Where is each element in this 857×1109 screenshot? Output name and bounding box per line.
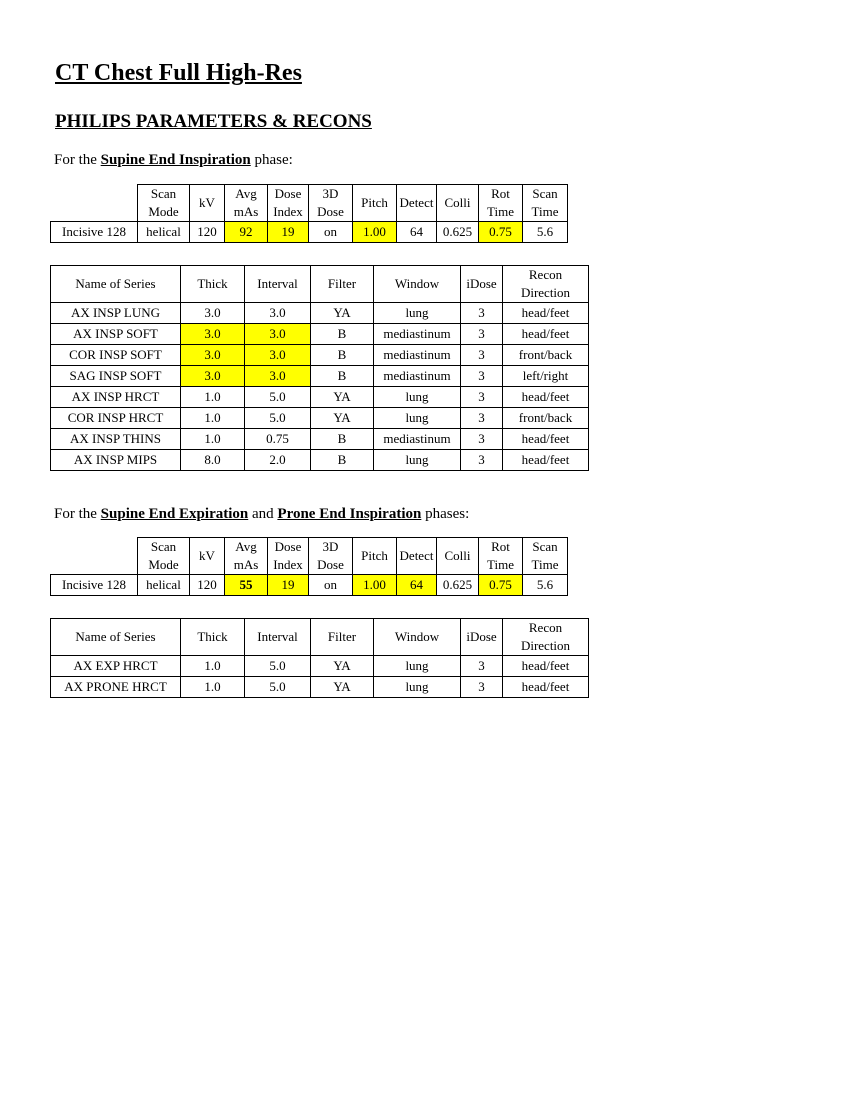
header-cell: Recon Direction bbox=[503, 266, 589, 303]
table-cell: 3 bbox=[461, 450, 503, 471]
table-cell: 3 bbox=[461, 324, 503, 345]
header-cell: Dose Index bbox=[268, 538, 309, 575]
header-cell: Pitch bbox=[353, 185, 397, 222]
highlighted-cell: 3.0 bbox=[245, 324, 311, 345]
table-cell: B bbox=[311, 345, 374, 366]
table-cell: B bbox=[311, 429, 374, 450]
table-cell: head/feet bbox=[503, 324, 589, 345]
header-cell: 3D Dose bbox=[309, 538, 353, 575]
table-cell: 2.0 bbox=[245, 450, 311, 471]
table-cell: 5.0 bbox=[245, 656, 311, 677]
table-cell: 64 bbox=[397, 222, 437, 243]
header-cell: Dose Index bbox=[268, 185, 309, 222]
highlighted-cell: 19 bbox=[268, 222, 309, 243]
header-cell: Rot Time bbox=[479, 185, 523, 222]
table-cell: YA bbox=[311, 387, 374, 408]
table-cell: mediastinum bbox=[374, 324, 461, 345]
phase-line-inspiration bbox=[54, 150, 293, 170]
table-cell: 0.625 bbox=[437, 222, 479, 243]
header-cell: iDose bbox=[461, 266, 503, 303]
table-cell: lung bbox=[374, 387, 461, 408]
header-cell: Name of Series bbox=[51, 266, 181, 303]
header-cell: Avg mAs bbox=[225, 185, 268, 222]
table-row bbox=[51, 303, 589, 324]
table-row bbox=[51, 345, 589, 366]
table-cell: B bbox=[311, 366, 374, 387]
header-cell: Scan Mode bbox=[138, 185, 190, 222]
table-cell: 8.0 bbox=[181, 450, 245, 471]
header-cell: Name of Series bbox=[51, 619, 181, 656]
highlighted-cell: 3.0 bbox=[181, 366, 245, 387]
table-cell: 1.0 bbox=[181, 408, 245, 429]
series-name-cell: SAG INSP SOFT bbox=[51, 366, 181, 387]
table-cell: 1.0 bbox=[181, 387, 245, 408]
series-name-cell: AX INSP LUNG bbox=[51, 303, 181, 324]
phase-prefix: For the bbox=[54, 152, 101, 168]
header-cell: Recon Direction bbox=[503, 619, 589, 656]
phase-prefix: For the bbox=[54, 506, 101, 522]
scan-header-row bbox=[51, 185, 568, 222]
table-cell: helical bbox=[138, 222, 190, 243]
table-cell: 3 bbox=[461, 303, 503, 324]
header-cell: Avg mAs bbox=[225, 538, 268, 575]
scanner-name-cell: Incisive 128 bbox=[51, 575, 138, 596]
series-name-cell: AX INSP THINS bbox=[51, 429, 181, 450]
table-cell: YA bbox=[311, 656, 374, 677]
table-row bbox=[51, 366, 589, 387]
phase-name: Supine End Inspiration bbox=[100, 152, 251, 168]
highlighted-cell: 0.75 bbox=[479, 222, 523, 243]
recon-series-table-inspiration bbox=[50, 265, 589, 471]
highlighted-cell: 55 bbox=[225, 575, 268, 596]
highlighted-cell: 3.0 bbox=[181, 324, 245, 345]
scan-data-row bbox=[51, 222, 568, 243]
header-cell: Detect bbox=[397, 185, 437, 222]
scan-data-row bbox=[51, 575, 568, 596]
header-cell: Thick bbox=[181, 266, 245, 303]
header-cell: Window bbox=[374, 266, 461, 303]
table-cell: 1.0 bbox=[181, 677, 245, 698]
table-cell: B bbox=[311, 324, 374, 345]
highlighted-cell: 19 bbox=[268, 575, 309, 596]
header-cell: Scan Time bbox=[523, 185, 568, 222]
table-cell: head/feet bbox=[503, 450, 589, 471]
highlighted-cell: 64 bbox=[397, 575, 437, 596]
table-row bbox=[51, 324, 589, 345]
table-cell: front/back bbox=[503, 408, 589, 429]
series-name-cell: AX EXP HRCT bbox=[51, 656, 181, 677]
header-cell: Filter bbox=[311, 266, 374, 303]
table-cell: 1.0 bbox=[181, 429, 245, 450]
table-cell: 120 bbox=[190, 222, 225, 243]
series-name-cell: COR INSP HRCT bbox=[51, 408, 181, 429]
page-subtitle: PHILIPS PARAMETERS & RECONS bbox=[55, 111, 372, 132]
phase-line-expiration-prone bbox=[54, 504, 469, 524]
table-cell: head/feet bbox=[503, 656, 589, 677]
table-cell: YA bbox=[311, 303, 374, 324]
header-cell: Scan Mode bbox=[138, 538, 190, 575]
table-cell: B bbox=[311, 450, 374, 471]
table-cell: on bbox=[309, 222, 353, 243]
table-cell: 0.625 bbox=[437, 575, 479, 596]
table-row bbox=[51, 677, 589, 698]
table-cell: 3 bbox=[461, 345, 503, 366]
highlighted-cell: 1.00 bbox=[353, 575, 397, 596]
phase-name: Supine End Expiration bbox=[100, 506, 249, 522]
table-cell: lung bbox=[374, 677, 461, 698]
table-cell: left/right bbox=[503, 366, 589, 387]
scan-parameters-table-expiration bbox=[50, 537, 568, 596]
table-cell: YA bbox=[311, 408, 374, 429]
table-cell: 3 bbox=[461, 677, 503, 698]
series-name-cell: AX PRONE HRCT bbox=[51, 677, 181, 698]
table-row bbox=[51, 429, 589, 450]
table-cell: lung bbox=[374, 656, 461, 677]
header-cell: Colli bbox=[437, 185, 479, 222]
table-cell: 3 bbox=[461, 366, 503, 387]
phase-suffix: phases: bbox=[421, 506, 470, 522]
table-cell: 3 bbox=[461, 429, 503, 450]
header-cell: Window bbox=[374, 619, 461, 656]
table-cell: lung bbox=[374, 303, 461, 324]
header-cell: Thick bbox=[181, 619, 245, 656]
header-cell: Scan Time bbox=[523, 538, 568, 575]
highlighted-cell: 92 bbox=[225, 222, 268, 243]
scan-header-row bbox=[51, 538, 568, 575]
scan-parameters-table-inspiration bbox=[50, 184, 568, 243]
header-cell: Interval bbox=[245, 266, 311, 303]
empty-header-cell bbox=[51, 185, 138, 222]
table-cell: head/feet bbox=[503, 303, 589, 324]
table-row bbox=[51, 408, 589, 429]
table-cell: mediastinum bbox=[374, 429, 461, 450]
table-cell: helical bbox=[138, 575, 190, 596]
table-cell: 1.0 bbox=[181, 656, 245, 677]
header-cell: Filter bbox=[311, 619, 374, 656]
phase-name: Prone End Inspiration bbox=[277, 506, 422, 522]
table-cell: on bbox=[309, 575, 353, 596]
table-cell: 0.75 bbox=[245, 429, 311, 450]
table-cell: 5.6 bbox=[523, 222, 568, 243]
table-cell: 3 bbox=[461, 408, 503, 429]
table-row bbox=[51, 450, 589, 471]
highlighted-cell: 3.0 bbox=[181, 345, 245, 366]
table-cell: 3 bbox=[461, 656, 503, 677]
highlighted-cell: 3.0 bbox=[245, 345, 311, 366]
table-cell: head/feet bbox=[503, 677, 589, 698]
header-cell: kV bbox=[190, 538, 225, 575]
page-title: CT Chest Full High-Res bbox=[55, 60, 302, 86]
series-name-cell: AX INSP HRCT bbox=[51, 387, 181, 408]
table-cell: 3 bbox=[461, 387, 503, 408]
header-cell: kV bbox=[190, 185, 225, 222]
highlighted-cell: 1.00 bbox=[353, 222, 397, 243]
table-cell: 5.0 bbox=[245, 387, 311, 408]
phase-suffix: phase: bbox=[250, 152, 293, 168]
series-name-cell: AX INSP MIPS bbox=[51, 450, 181, 471]
series-name-cell: AX INSP SOFT bbox=[51, 324, 181, 345]
header-cell: Detect bbox=[397, 538, 437, 575]
table-cell: mediastinum bbox=[374, 345, 461, 366]
header-cell: 3D Dose bbox=[309, 185, 353, 222]
header-cell: Pitch bbox=[353, 538, 397, 575]
scanner-name-cell: Incisive 128 bbox=[51, 222, 138, 243]
table-cell: 3.0 bbox=[245, 303, 311, 324]
series-header-row bbox=[51, 619, 589, 656]
table-cell: front/back bbox=[503, 345, 589, 366]
highlighted-cell: 3.0 bbox=[245, 366, 311, 387]
highlighted-cell: 0.75 bbox=[479, 575, 523, 596]
table-cell: 5.0 bbox=[245, 408, 311, 429]
recon-series-table-expiration bbox=[50, 618, 589, 698]
table-cell: YA bbox=[311, 677, 374, 698]
phase-connector: and bbox=[248, 506, 278, 522]
series-name-cell: COR INSP SOFT bbox=[51, 345, 181, 366]
table-cell: lung bbox=[374, 408, 461, 429]
header-cell: iDose bbox=[461, 619, 503, 656]
series-header-row bbox=[51, 266, 589, 303]
empty-header-cell bbox=[51, 538, 138, 575]
table-cell: 3.0 bbox=[181, 303, 245, 324]
table-row bbox=[51, 387, 589, 408]
header-cell: Interval bbox=[245, 619, 311, 656]
table-row bbox=[51, 656, 589, 677]
table-cell: lung bbox=[374, 450, 461, 471]
header-cell: Rot Time bbox=[479, 538, 523, 575]
table-cell: 5.0 bbox=[245, 677, 311, 698]
header-cell: Colli bbox=[437, 538, 479, 575]
table-cell: head/feet bbox=[503, 429, 589, 450]
table-cell: mediastinum bbox=[374, 366, 461, 387]
table-cell: 5.6 bbox=[523, 575, 568, 596]
table-cell: head/feet bbox=[503, 387, 589, 408]
table-cell: 120 bbox=[190, 575, 225, 596]
